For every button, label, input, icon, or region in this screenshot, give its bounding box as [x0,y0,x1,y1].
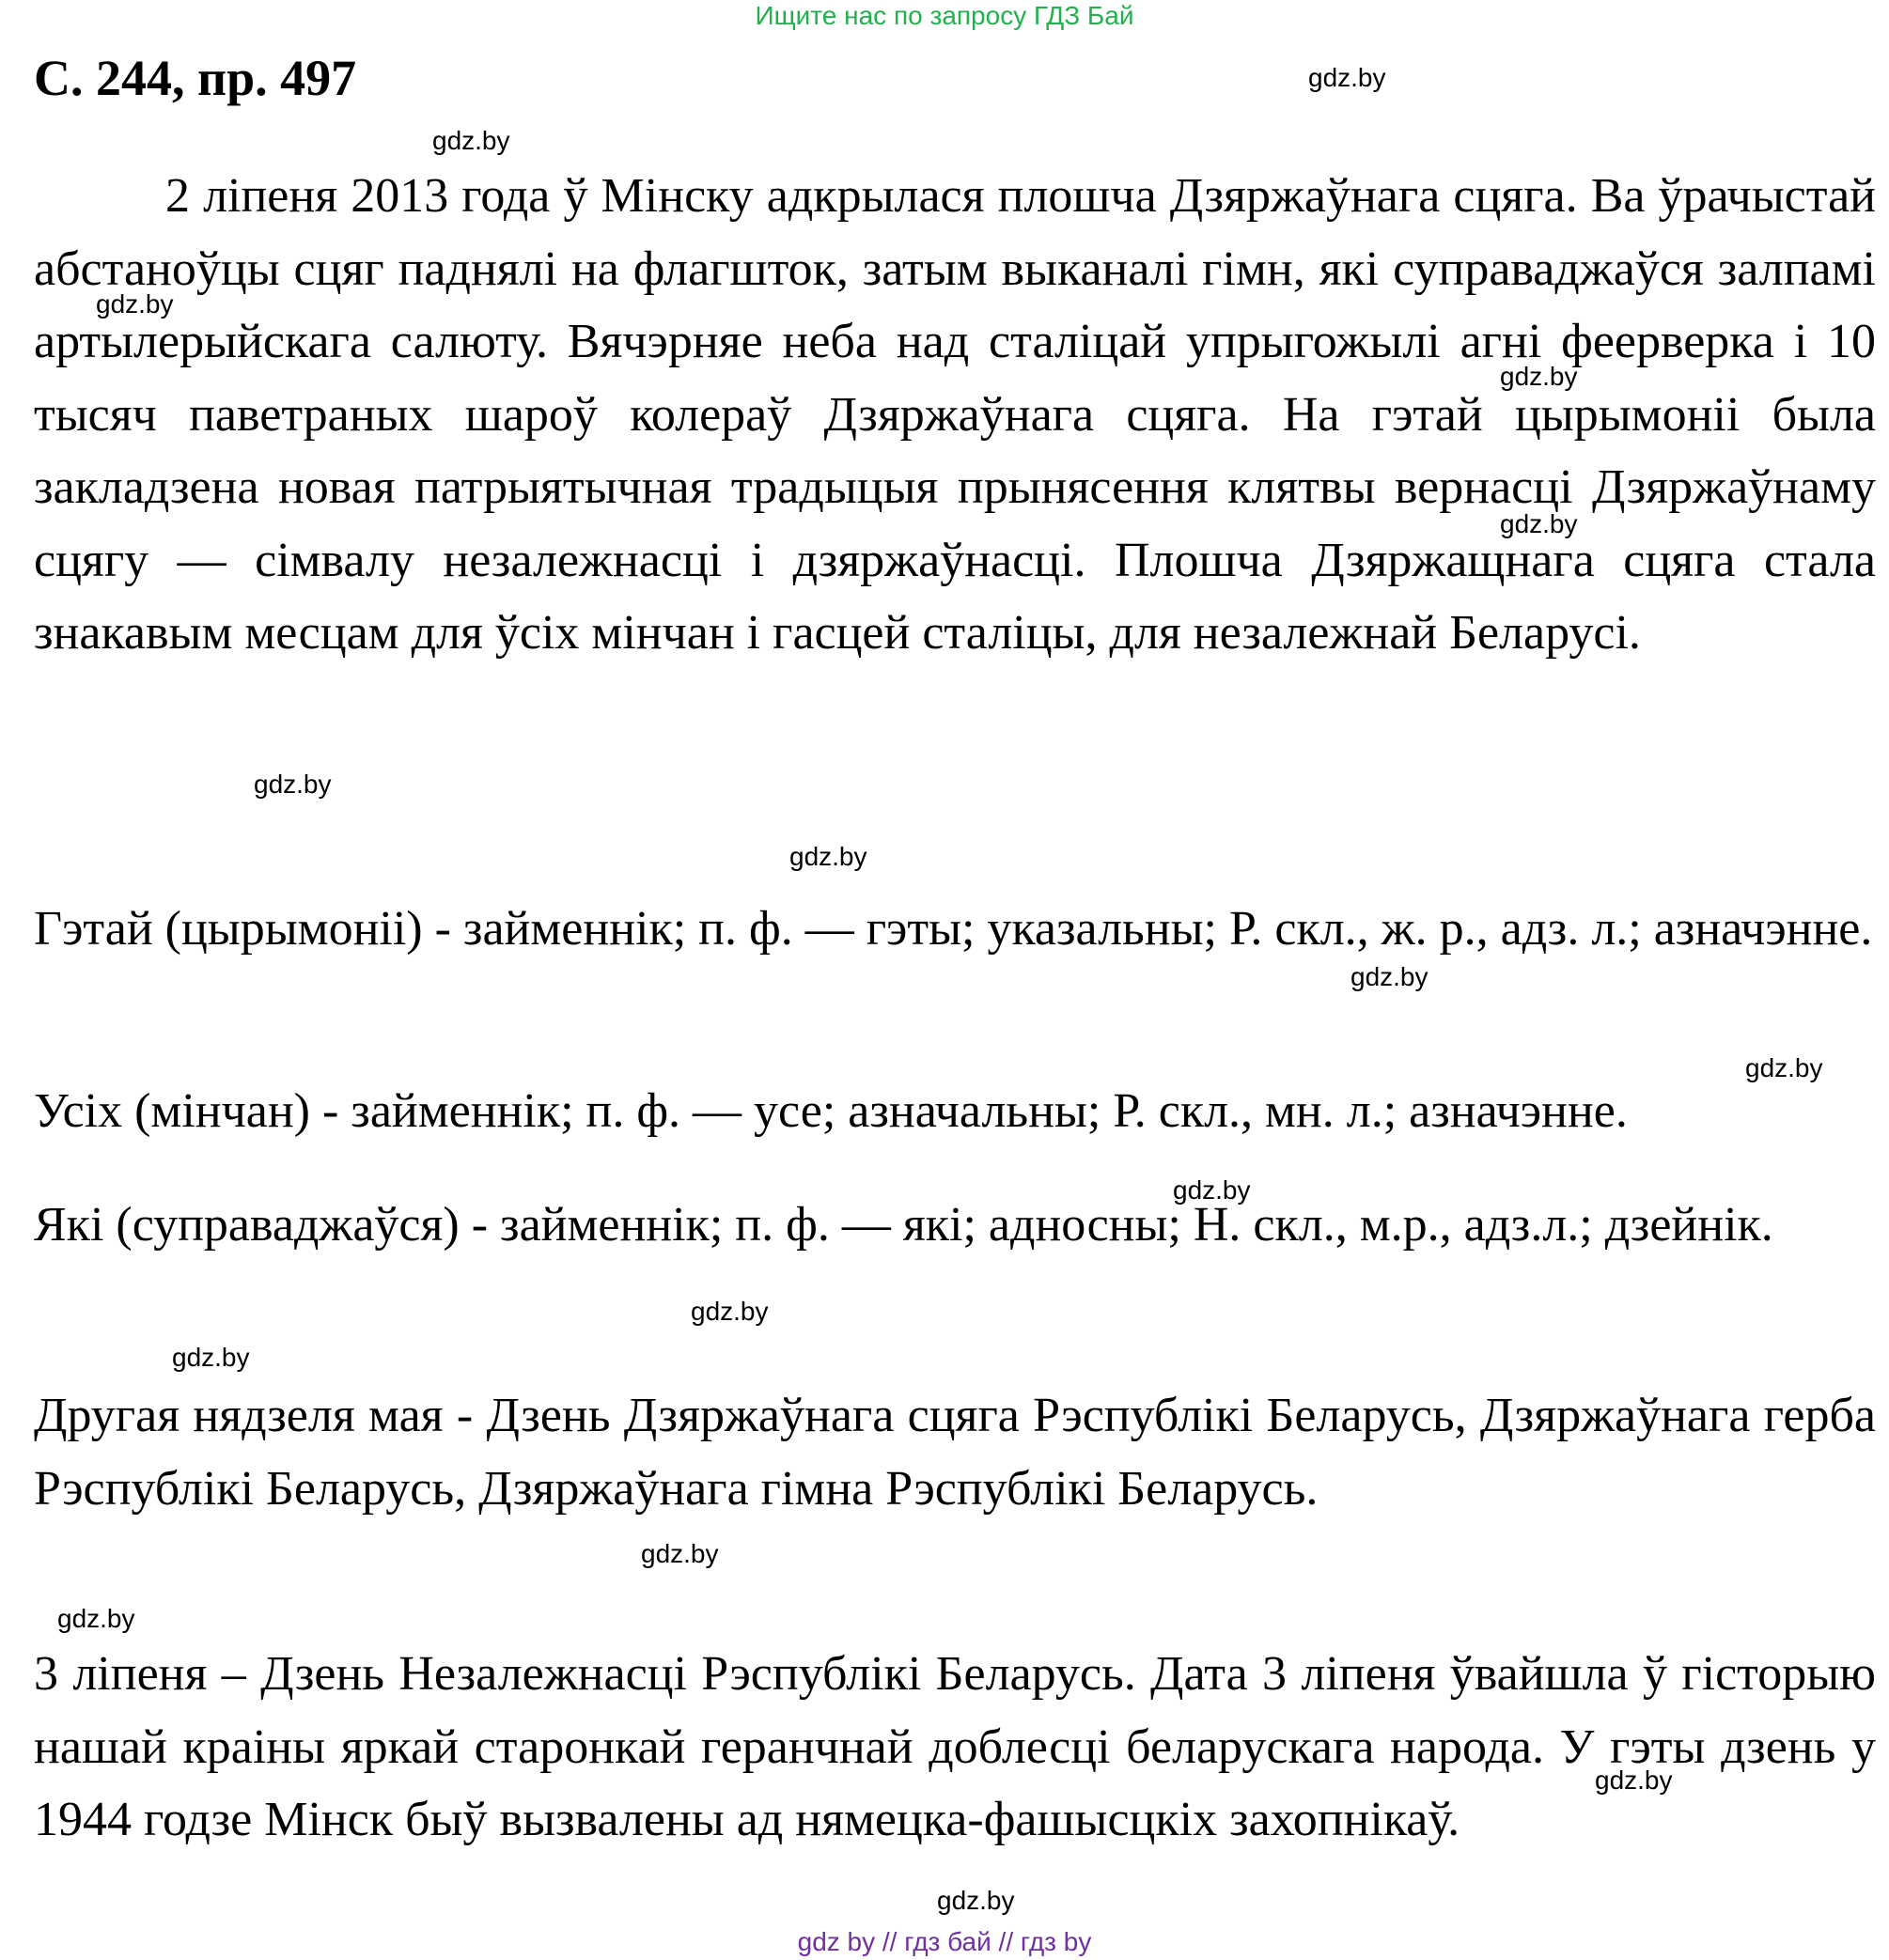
watermark: gdz.by [172,1343,250,1372]
watermark: gdz.by [1308,63,1386,92]
watermark: gdz.by [1595,1766,1673,1795]
watermark: gdz.by [254,770,332,799]
paragraph-usikh-analysis: Усіх (мінчан) - займеннік; п. ф. — усе; азначальны; Р. скл., мн. л.; азначэнне. [34,1084,1628,1138]
watermark: gdz.by [1745,1053,1823,1082]
watermark: gdz.by [96,289,174,319]
footer-links: gdz by // гдз бай // гдз by [797,1927,1092,1956]
watermark: gdz.by [57,1604,135,1633]
paragraph-yaki-analysis: Які (суправаджаўся) - займеннік; п. ф. — які; адносны; Н. скл., м.р., адз.л.; дзейнік. [34,1198,1773,1252]
paragraph-flag-day: Другая нядзеля мая - Дзень Дзяржаўнага сцяга Рэспублікі Беларусь, Дзяржаўнага герба Рэспублікі Беларусь, Дзяржаўнага гімна Рэспублікі Беларусь. [34,1389,1876,1516]
watermark: gdz.by [789,842,867,871]
paragraph-independence-day: 3 ліпеня – Дзень Незалежнасці Рэспублікі Беларусь. Дата 3 ліпеня ўвайшла ў гісторыю нашай краіны яркай старонкай геранчнай доблесці беларускага народа. У гэты дзень у 1944 годзе Мінск быў вызвалены ад нямецка-фашысцкіх захопнікаў. [34,1647,1876,1846]
watermark: gdz.by [1350,962,1428,991]
watermark: gdz.by [1173,1175,1251,1205]
site-banner: Ищите нас по запросу ГДЗ Бай [755,1,1134,30]
watermark: gdz.by [1500,362,1578,391]
watermark: gdz.by [432,126,510,155]
watermark: gdz.by [937,1886,1015,1915]
paragraph-main-text: 2 ліпеня 2013 года ў Мінску адкрылася плошча Дзяржаўнага сцяга. Ва ўрачыстай абстаноўцы сцяг паднялі на флагшток, затым выканалі гімн, які суправаджаўся залпамі артылерыйскага салюту. Вячэрняе неба над сталіцай упрыгожылі агні феерверка і 10 тысяч паветраных шароў колераў Дзяржаўнага сцяга. На гэтай цырымоніі была закладзена новая патрыятычная традыцыя прынясення клятвы вернасці Дзяржаўнаму сцягу — сімвалу незалежнасці і дзяржаўнасці. Плошча Дзяржащнага сцяга стала знакавым месцам для ўсіх мінчан і гасцей сталіцы, для незалежнай Беларусі. [34,169,1876,660]
watermark: gdz.by [691,1297,769,1326]
watermark: gdz.by [1500,509,1578,538]
paragraph-getai-analysis: Гэтай (цырымоніі) - займеннік; п. ф. — гэты; указальны; Р. скл., ж. р., адз. л.; азначэнне. [34,902,1873,956]
page-title: С. 244, пр. 497 [34,50,357,106]
watermark: gdz.by [641,1539,719,1568]
